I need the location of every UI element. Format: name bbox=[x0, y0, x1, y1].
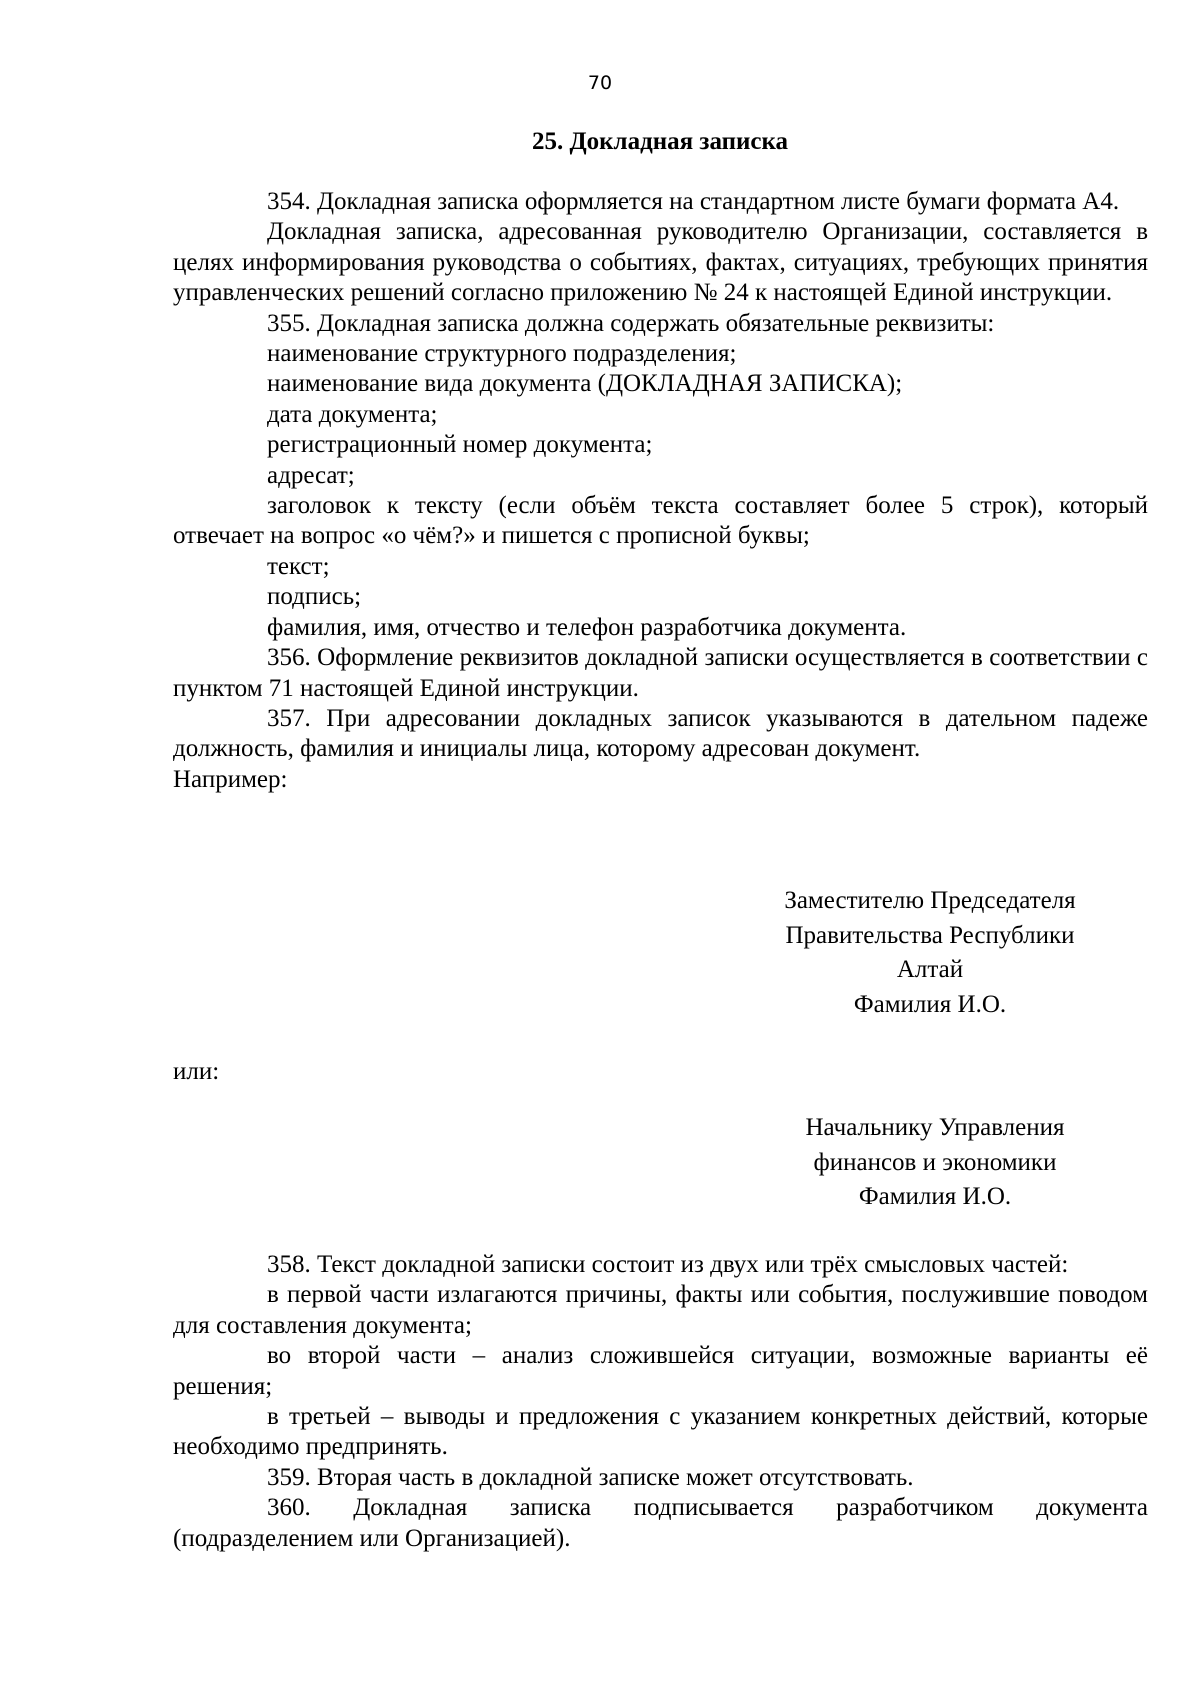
addressee-line: Начальнику Управления bbox=[805, 1114, 1065, 1141]
addressee-line: Фамилия И.О. bbox=[853, 990, 1007, 1018]
paragraph: 359. Вторая часть в докладной записке может отсутствовать. bbox=[267, 1463, 914, 1491]
text-block-1 bbox=[173, 187, 1148, 795]
list-item: наименование вида документа (ДОКЛАДНАЯ ЗАПИСКА); bbox=[267, 370, 903, 398]
paragraph: 360. Докладная записка подписывается разработчиком документа (подразделением или Организацией). bbox=[173, 1494, 1148, 1552]
paragraph: 358. Текст докладной записки состоит из двух или трёх смысловых частей: bbox=[267, 1251, 1069, 1278]
list-item: дата документа; bbox=[267, 400, 438, 428]
addressee-example-1 bbox=[760, 884, 1100, 1022]
list-item: наименование структурного подразделения; bbox=[267, 340, 737, 368]
text-block-2 bbox=[173, 1250, 1148, 1554]
page-number: 70 bbox=[587, 72, 613, 94]
list-item: фамилия, имя, отчество и телефон разработчика документа. bbox=[267, 613, 907, 641]
list-item: подпись; bbox=[267, 583, 362, 611]
list-item: во второй части – анализ сложившейся ситуации, возможные варианты её решения; bbox=[173, 1342, 1148, 1400]
section-title: 25. Докладная записка bbox=[531, 128, 789, 155]
paragraph: 355. Докладная записка должна содержать обязательные реквизиты: bbox=[267, 309, 995, 337]
list-item: в третьей – выводы и предложения с указанием конкретных действий, которые необходимо предпринять. bbox=[173, 1403, 1148, 1461]
list-item: адресат; bbox=[267, 461, 355, 489]
addressee-example-2 bbox=[770, 1111, 1100, 1215]
paragraph: 354. Докладная записка оформляется на стандартном листе бумаги формата А4. bbox=[267, 188, 1120, 215]
addressee-line: Заместителю Председателя bbox=[784, 887, 1076, 914]
paragraph: 357. При адресовании докладных записок указываются в дательном падеже должность, фамилия и инициалы лица, которому адресован документ. bbox=[173, 704, 1148, 763]
addressee-line: Правительства Республики bbox=[785, 921, 1075, 949]
paragraph: Докладная записка, адресованная руководителю Организации, составляется в целях информирования руководства о событиях, фактах, ситуациях, требующих принятия управленческих решений согласно приложению № 24 к настоящей Единой инструкции. bbox=[173, 218, 1148, 307]
list-item: заголовок к тексту (если объём текста составляет более 5 строк), который отвечает на вопрос «о чём?» и пишется с прописной буквы; bbox=[173, 492, 1148, 550]
addressee-line: Алтай bbox=[896, 956, 964, 983]
or-label: или: bbox=[173, 1058, 220, 1085]
list-item: текст; bbox=[267, 552, 330, 580]
addressee-line: финансов и экономики bbox=[813, 1148, 1057, 1176]
paragraph: 356. Оформление реквизитов докладной записки осуществляется в соответствии с пунктом 71 настоящей Единой инструкции. bbox=[173, 644, 1148, 702]
list-item: в первой части излагаются причины, факты или события, послужившие поводом для составления документа; bbox=[173, 1281, 1148, 1339]
addressee-line: Фамилия И.О. bbox=[858, 1183, 1012, 1210]
list-item: регистрационный номер документа; bbox=[267, 431, 653, 459]
example-label: Например: bbox=[173, 765, 288, 793]
